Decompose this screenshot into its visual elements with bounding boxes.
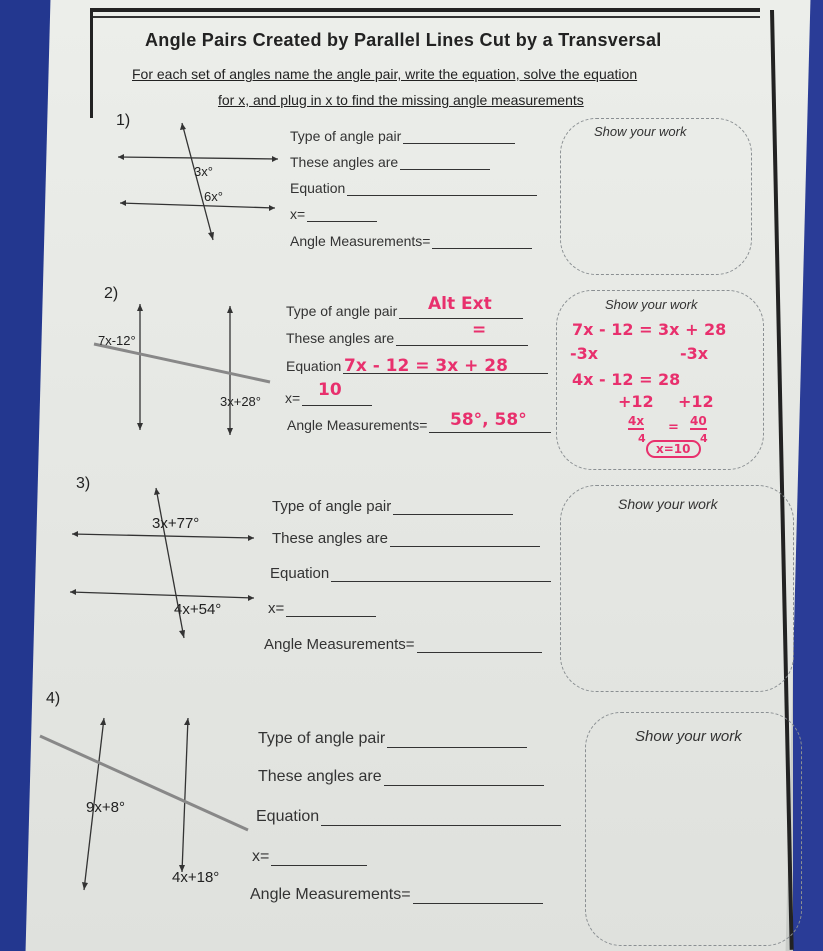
problem-2-equation-answer: 7x - 12 = 3x + 28: [344, 356, 508, 376]
problem-4-angle-b: 4x+18°: [172, 869, 220, 886]
problem-1-these-field[interactable]: These angles are: [290, 154, 490, 170]
problem-2-type-field[interactable]: Type of angle pair: [286, 303, 523, 319]
problem-1-show-work-label: Show your work: [594, 124, 687, 139]
problem-2-number: 2): [104, 285, 119, 302]
problem-2-work-final: x=10: [646, 440, 701, 458]
problem-2-work-fraction-right-den: 4: [700, 432, 708, 445]
problem-2-work-fraction-right-num: 40: [690, 414, 707, 428]
problem-1-number: 1): [116, 112, 131, 129]
problem-2-these-answer: =: [472, 320, 487, 340]
problem-2-angle-a: 7x-12°: [98, 333, 136, 348]
problem-2-show-work-label: Show your work: [605, 297, 698, 312]
problem-2-measurements-field[interactable]: Angle Measurements=: [287, 417, 551, 433]
problem-4-equation-field[interactable]: Equation: [256, 808, 561, 826]
problem-4-these-field[interactable]: These angles are: [258, 768, 544, 786]
problem-2-work-add-left: +12: [618, 392, 654, 411]
problem-3-x-field[interactable]: x=: [268, 600, 376, 617]
problem-2-work-fraction-left-den: 4: [638, 432, 646, 445]
problem-2-work-line-1: 7x - 12 = 3x + 28: [572, 320, 727, 339]
worksheet-title: Angle Pairs Created by Parallel Lines Cut by a Transversal: [145, 30, 662, 50]
problem-3-measurements-field[interactable]: Angle Measurements=: [264, 636, 542, 653]
problem-1-angle-b: 6x°: [204, 189, 223, 204]
instructions-line-2: for x, and plug in x to find the missing angle measurements: [218, 92, 584, 108]
problem-4-type-field[interactable]: Type of angle pair: [258, 730, 527, 748]
problem-2-diagram: [90, 300, 280, 450]
problem-4-measurements-field[interactable]: Angle Measurements=: [250, 886, 543, 904]
problem-1-equation-field[interactable]: Equation: [290, 180, 537, 196]
problem-2-work-equals: =: [668, 420, 679, 435]
problem-3-these-field[interactable]: These angles are: [272, 530, 540, 547]
problem-2-work-fraction-left-num: 4x: [628, 414, 645, 428]
problem-1-angle-a: 3x°: [194, 164, 213, 179]
problem-2-these-field[interactable]: These angles are: [286, 330, 528, 346]
problem-2-equation-field[interactable]: Equation: [286, 358, 548, 374]
problem-4-x-field[interactable]: x=: [252, 848, 367, 866]
problem-2-measurements-answer: 58°, 58°: [450, 410, 527, 430]
problem-3-work-box: [560, 485, 794, 692]
page-border-top-inner: [90, 16, 760, 18]
problem-1-measurements-field[interactable]: Angle Measurements=: [290, 233, 532, 249]
page-border-top: [90, 8, 760, 12]
problem-3-angle-b: 4x+54°: [174, 601, 222, 618]
problem-2-angle-b: 3x+28°: [220, 394, 261, 409]
problem-1-type-field[interactable]: Type of angle pair: [290, 128, 515, 144]
problem-4-diagram: [36, 712, 256, 902]
instructions-line-1: For each set of angles name the angle pair, write the equation, solve the equation: [132, 66, 638, 82]
problem-2-work-line-2: 4x - 12 = 28: [572, 370, 681, 389]
problem-3-number: 3): [76, 475, 91, 492]
problem-3-show-work-label: Show your work: [618, 496, 718, 512]
problem-3-equation-field[interactable]: Equation: [270, 565, 551, 582]
problem-2-x-field[interactable]: x=: [285, 390, 372, 406]
problem-4-angle-a: 9x+8°: [86, 799, 125, 816]
problem-1-work-box: [560, 118, 752, 275]
problem-4-work-box: [585, 712, 802, 946]
problem-1-x-field[interactable]: x=: [290, 206, 377, 222]
problem-3-type-field[interactable]: Type of angle pair: [272, 498, 513, 515]
problem-3-angle-a: 3x+77°: [152, 515, 200, 532]
problem-2-work-add-right: +12: [678, 392, 714, 411]
problem-2-work-subtract-right: -3x: [680, 344, 709, 363]
problem-4-number: 4): [46, 690, 61, 707]
problem-2-work-subtract-left: -3x: [570, 344, 599, 363]
page-border-left: [90, 8, 93, 118]
problem-2-type-answer: Alt Ext: [428, 294, 492, 314]
problem-2-x-answer: 10: [318, 380, 342, 400]
problem-3-diagram: [66, 480, 266, 650]
problem-4-show-work-label: Show your work: [635, 728, 742, 745]
problem-1-diagram: [110, 115, 290, 245]
